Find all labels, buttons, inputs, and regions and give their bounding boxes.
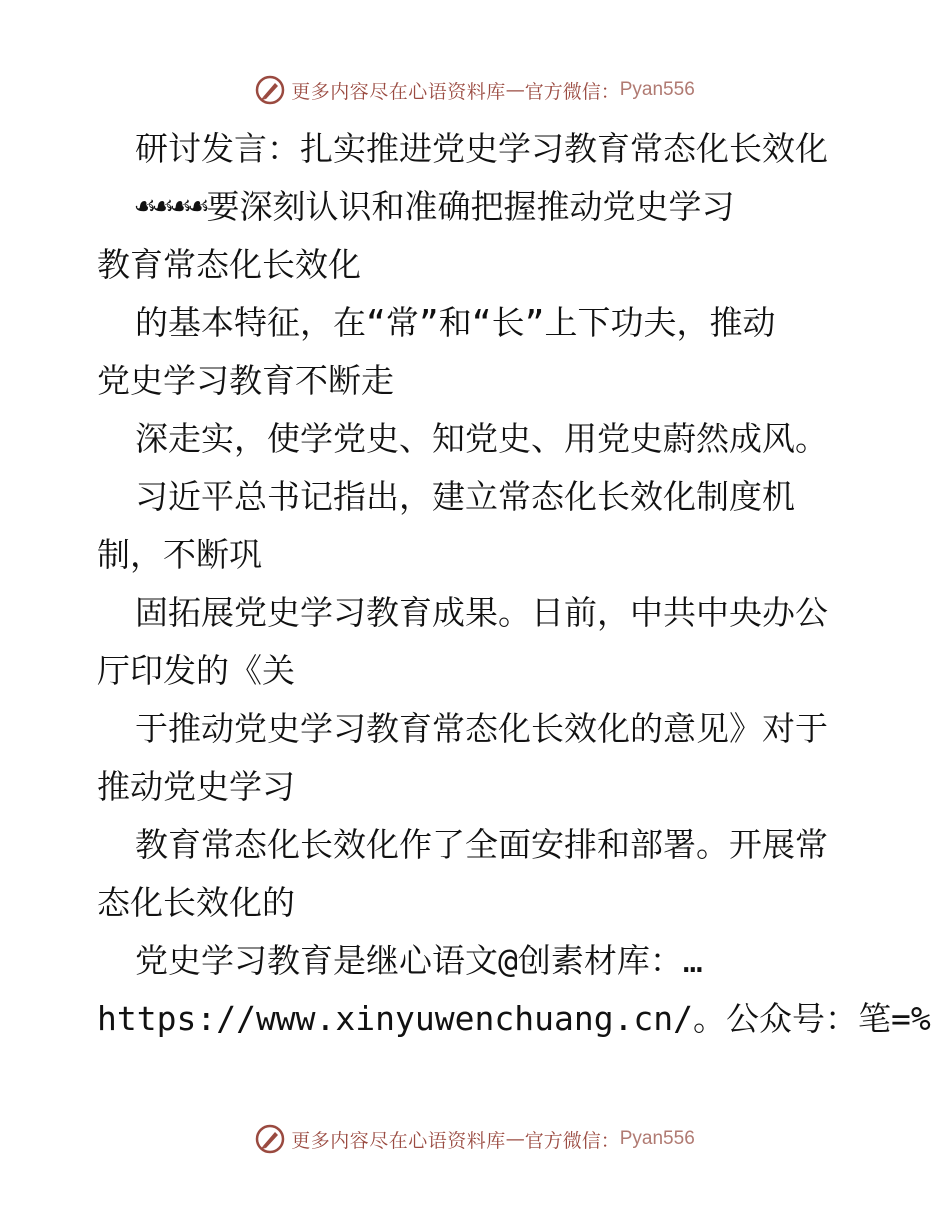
banner-wechat-id: Pyan556 — [619, 79, 695, 100]
doc-line: 深走实，使学党史、知党史、用党史蔚然成风。 — [135, 419, 828, 458]
pen-logo-icon — [255, 1124, 285, 1154]
ornament-glyphs: ☙☙☙☙ — [135, 187, 207, 226]
doc-line: 党史学习教育是继心语文@创素材库：… — [135, 941, 703, 980]
doc-line: 研讨发言：扎实推进党史学习教育常态化长效化 — [135, 129, 828, 168]
doc-line: 习近平总书记指出，建立常态化长效化制度机 — [135, 477, 795, 516]
doc-line-url: https://www.xinyuwenchuang.cn/。公众号：笔=% — [97, 999, 931, 1038]
doc-line: 推动党史学习 — [97, 767, 295, 806]
doc-line: 教育常态化长效化 — [97, 245, 361, 284]
header-banner — [0, 70, 950, 110]
banner-wechat-label: 官方微信： — [524, 1129, 620, 1152]
doc-line: 厅印发的《关 — [97, 651, 295, 690]
document-body — [97, 120, 931, 1048]
doc-line: 制，不断巩 — [97, 535, 262, 574]
banner-separator: — — [505, 79, 525, 101]
doc-line: 教育常态化长效化作了全面安排和部署。开展常 — [135, 825, 828, 864]
doc-line: 于推动党史学习教育常态化长效化的意见》对于 — [135, 709, 828, 748]
doc-line: 的基本特征，在“常”和“长”上下功夫，推动 — [135, 303, 776, 342]
banner-wechat-id: Pyan556 — [619, 1128, 695, 1149]
banner-text: 更多内容尽在心语资料库 — [291, 1129, 506, 1152]
banner-wechat-label: 官方微信： — [524, 80, 620, 103]
banner-separator: — — [505, 1128, 525, 1150]
footer-banner — [0, 1119, 950, 1159]
doc-line: 态化长效化的 — [97, 883, 295, 922]
banner-text: 更多内容尽在心语资料库 — [291, 80, 506, 103]
pen-logo-icon — [255, 75, 285, 105]
doc-line: 固拓展党史学习教育成果。日前，中共中央办公 — [135, 593, 828, 632]
doc-line: 党史学习教育不断走 — [97, 361, 394, 400]
doc-line: ☙☙☙☙要深刻认识和准确把握推动党史学习 — [135, 187, 735, 226]
